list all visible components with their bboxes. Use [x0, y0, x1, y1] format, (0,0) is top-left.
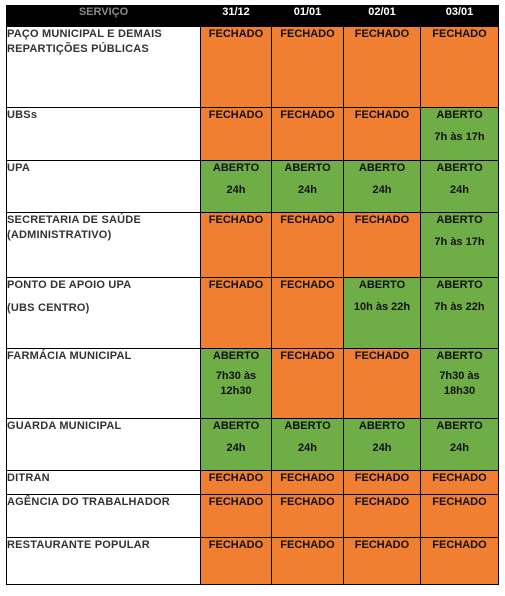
status-cell: FECHADO	[201, 213, 272, 278]
header-date: 01/01	[272, 6, 344, 27]
status-cell: FECHADO	[272, 278, 344, 349]
service-name: PAÇO MUNICIPAL E DEMAIS REPARTIÇÕES PÚBLICAS	[7, 27, 201, 108]
service-name: PONTO DE APOIO UPA (UBS CENTRO)	[7, 278, 201, 349]
status-cell: FECHADO	[272, 108, 344, 161]
status-cell: FECHADO	[344, 27, 421, 108]
status-cell: FECHADO	[344, 495, 421, 538]
status-cell: FECHADO	[421, 538, 499, 585]
status-cell: FECHADO	[344, 349, 421, 419]
status-cell: FECHADO	[201, 538, 272, 585]
table-row	[7, 278, 499, 349]
status-cell: FECHADO	[272, 538, 344, 585]
status-cell: FECHADO	[201, 278, 272, 349]
table-row	[7, 495, 499, 538]
status-cell: ABERTO 7h às 22h	[421, 278, 499, 349]
status-cell: FECHADO	[272, 495, 344, 538]
table-row	[7, 471, 499, 495]
service-name: UBSs	[7, 108, 201, 161]
header-date: 31/12	[201, 6, 272, 27]
table-row	[7, 108, 499, 161]
status-cell: FECHADO	[421, 495, 499, 538]
status-cell: ABERTO 24h	[421, 161, 499, 213]
status-cell: ABERTO 24h	[421, 419, 499, 471]
header-row	[7, 6, 499, 27]
header-service: SERVIÇO	[7, 6, 201, 27]
status-cell: FECHADO	[272, 471, 344, 495]
schedule-table	[6, 5, 499, 585]
status-cell: FECHADO	[344, 538, 421, 585]
table-row	[7, 161, 499, 213]
status-cell: ABERTO 7h30 às 18h30	[421, 349, 499, 419]
table-row	[7, 538, 499, 585]
status-cell: ABERTO 24h	[201, 419, 272, 471]
service-name: GUARDA MUNICIPAL	[7, 419, 201, 471]
status-cell: ABERTO 10h às 22h	[344, 278, 421, 349]
status-cell: FECHADO	[272, 349, 344, 419]
table-row	[7, 419, 499, 471]
status-cell: FECHADO	[272, 27, 344, 108]
status-cell: FECHADO	[201, 471, 272, 495]
status-cell: FECHADO	[344, 213, 421, 278]
table-row	[7, 213, 499, 278]
status-cell: ABERTO 7h às 17h	[421, 213, 499, 278]
status-cell: FECHADO	[421, 471, 499, 495]
status-cell: FECHADO	[344, 471, 421, 495]
status-cell: ABERTO 7h às 17h	[421, 108, 499, 161]
service-name: DITRAN	[7, 471, 201, 495]
status-cell: FECHADO	[201, 108, 272, 161]
table-row	[7, 27, 499, 108]
service-name: RESTAURANTE POPULAR	[7, 538, 201, 585]
status-cell: FECHADO	[272, 213, 344, 278]
status-cell: ABERTO 24h	[201, 161, 272, 213]
status-cell: FECHADO	[201, 495, 272, 538]
status-cell: ABERTO 24h	[272, 161, 344, 213]
status-cell: FECHADO	[421, 27, 499, 108]
service-name: SECRETARIA DE SAÚDE (ADMINISTRATIVO)	[7, 213, 201, 278]
header-date: 03/01	[421, 6, 499, 27]
status-cell: ABERTO 24h	[344, 161, 421, 213]
header-date: 02/01	[344, 6, 421, 27]
service-name: FARMÁCIA MUNICIPAL	[7, 349, 201, 419]
status-cell: FECHADO	[201, 27, 272, 108]
status-cell: ABERTO 24h	[272, 419, 344, 471]
status-cell: ABERTO 7h30 às 12h30	[201, 349, 272, 419]
service-name: UPA	[7, 161, 201, 213]
service-name: AGÊNCIA DO TRABALHADOR	[7, 495, 201, 538]
status-cell: ABERTO 24h	[344, 419, 421, 471]
table-row	[7, 349, 499, 419]
status-cell: FECHADO	[344, 108, 421, 161]
